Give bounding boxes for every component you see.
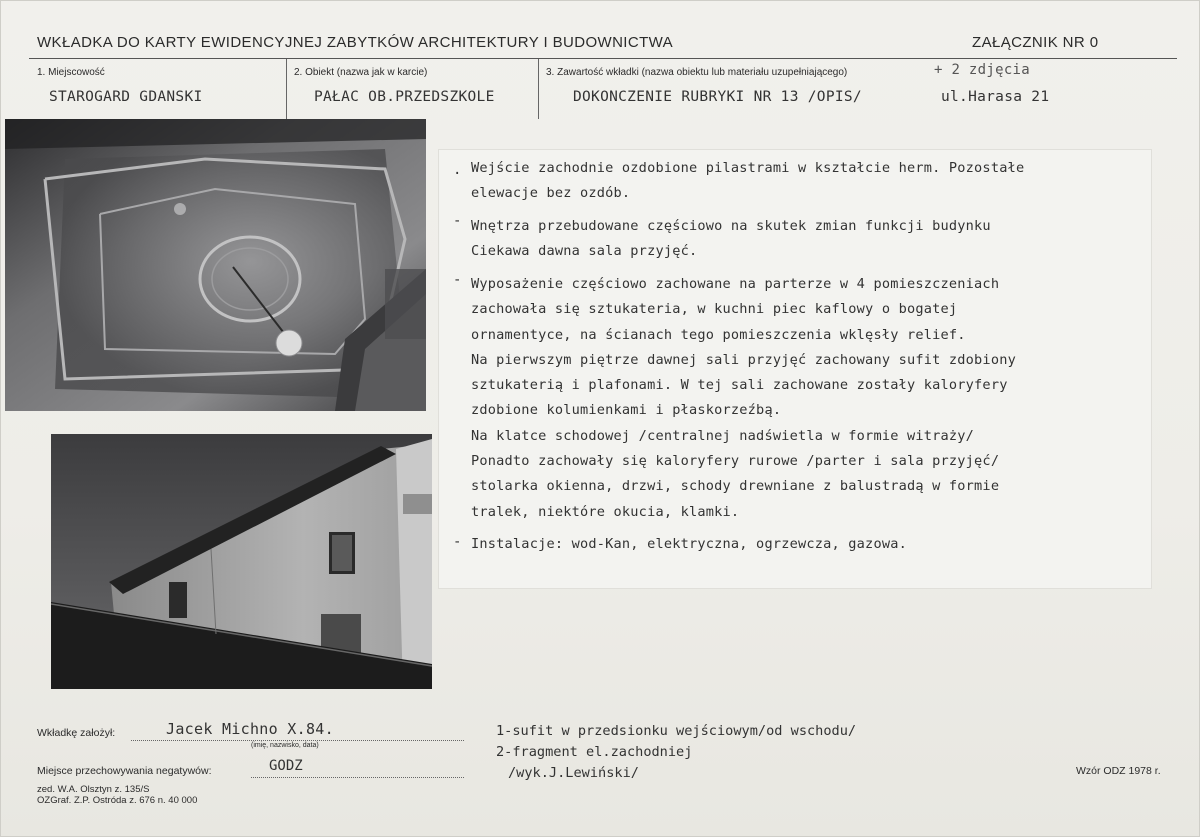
text-line: Ponadto zachowały się kaloryfery rurowe /parter i sala przyjęć/ (471, 453, 1000, 470)
negatives-dotted-line (251, 777, 464, 778)
header-divider (29, 58, 1177, 59)
text-line: Wyposażenie częściowo zachowane na parterze w 4 pomieszczeniach (471, 276, 1000, 292)
template-note: Wzór ODZ 1978 r. (1076, 765, 1161, 777)
ceiling-photo (5, 119, 426, 411)
content-value: DOKONCZENIE RUBRYKI NR 13 /OPIS/ (573, 89, 862, 105)
annex-number: ZAŁĄCZNIK NR 0 (972, 34, 1099, 51)
content-label: 3. Zawartość wkładki (nazwa obiektu lub materiału uzupełniającego) (546, 67, 848, 78)
address-value: ul.Harasa 21 (941, 89, 1050, 105)
paragraph-dash-3: - (453, 272, 462, 288)
paragraph-4 (471, 532, 907, 557)
caption-line: /wyk.J.Lewiński/ (508, 765, 639, 781)
print-info: zed. W.A. Olsztyn z. 135/S OZGraf. Z.P. Ostróda z. 676 n. 40 000 (37, 784, 198, 806)
text-line: sztukaterią i plafonami. W tej sali zachowane zostały kaloryfery (471, 377, 1008, 394)
text-line: zdobione kolumienkami i płaskorzeźbą. (471, 402, 782, 419)
caption-line: 1-sufit w przedsionku wejściowym/od wschodu/ (496, 723, 857, 739)
object-label: 2. Obiekt (nazwa jak w karcie) (294, 67, 428, 78)
founded-sub: (imię, nazwisko, data) (251, 742, 319, 749)
locality-value: STAROGARD GDANSKI (49, 89, 203, 105)
paragraph-dash-1: . (453, 162, 462, 178)
locality-label: 1. Miejscowość (37, 67, 105, 78)
text-line: elewacje bez ozdób. (471, 185, 631, 202)
paragraph-1 (471, 156, 1024, 207)
paragraph-3 (471, 272, 1016, 525)
photo-captions (496, 721, 856, 784)
content-extra: + 2 zdjęcia (934, 62, 1031, 78)
text-line: Instalacje: wod-Kan, elektryczna, ogrzewcza, gazowa. (471, 536, 907, 552)
text-line: Wnętrza przebudowane częściowo na skutek zmian funkcji budynku (471, 218, 991, 234)
card-title: WKŁADKA DO KARTY EWIDENCYJNEJ ZABYTKÓW ARCHITEKTURY I BUDOWNICTWA (37, 34, 674, 51)
text-line: Wejście zachodnie ozdobione pilastrami w kształcie herm. Pozostałe (471, 160, 1025, 176)
caption-line: 2-fragment el.zachodniej (496, 744, 693, 760)
text-line: stolarka okienna, drzwi, schody drewniane z balustradą w formie (471, 478, 1000, 495)
text-line: zachowała się sztukateria, w kuchni piec kaflowy o bogatej (471, 301, 958, 318)
founded-value: Jacek Michno X.84. (166, 720, 334, 738)
description-panel (438, 149, 1152, 589)
negatives-label: Miejsce przechowywania negatywów: (37, 765, 212, 777)
field-divider-2 (538, 59, 539, 119)
founded-dotted-line (131, 740, 464, 741)
text-line: Ciekawa dawna sala przyjęć. (471, 243, 698, 260)
paragraph-2 (471, 214, 991, 265)
facade-photo (51, 434, 432, 689)
object-value: PAŁAC OB.PRZEDSZKOLE (314, 89, 495, 105)
paragraph-dash-2: - (453, 213, 462, 229)
paragraph-dash-4: - (453, 534, 462, 550)
text-line: tralek, niektóre okucia, klamki. (471, 503, 740, 520)
negatives-value: GODZ (269, 758, 303, 774)
founded-label: Wkładkę założył: (37, 727, 116, 739)
field-divider-1 (286, 59, 287, 119)
text-line: ornamentyce, na ścianach tego pomieszczenia wklęsły relief. (471, 326, 966, 343)
text-line: Na pierwszym piętrze dawnej sali przyjęć zachowany sufit zdobiony (471, 351, 1016, 368)
text-line: Na klatce schodowej /centralnej nadświetla w formie witraży/ (471, 427, 975, 444)
